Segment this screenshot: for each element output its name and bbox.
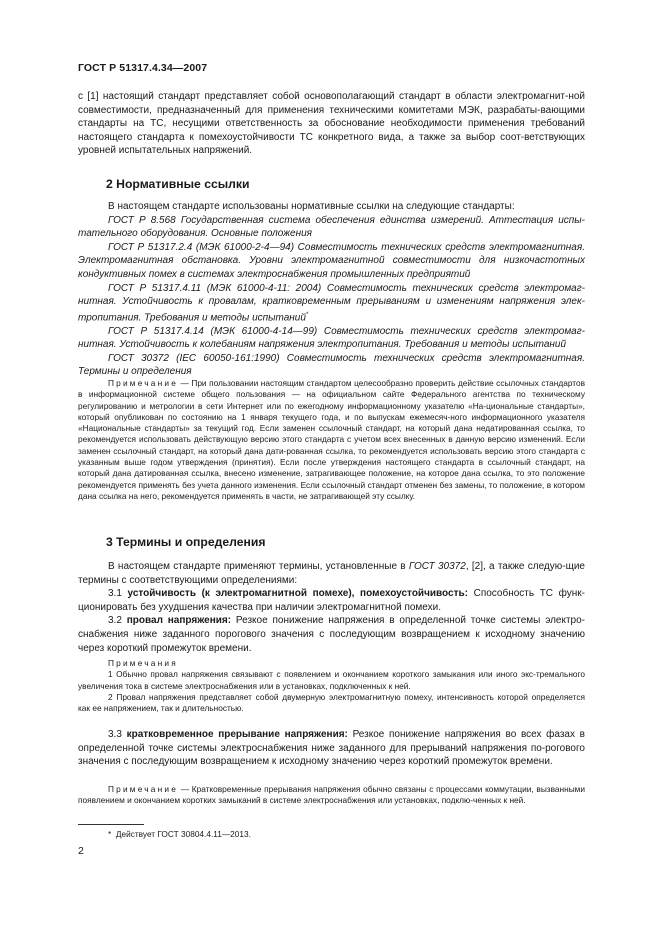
note-2: 2 Провал напряжения представляет собой двумерную электромагнитную помеху, интенсивность которой определяется как ее напряжением, так и длительностью. xyxy=(78,691,585,714)
section-2-heading: 2 Нормативные ссылки xyxy=(106,177,250,191)
section-2-note xyxy=(78,378,585,502)
section-3-lead: В настоящем стандарте применяют термины, установленные в ГОСТ 30372, [2], а также следую-щие термины с соответствующими определениями: xyxy=(78,561,585,586)
term-3-3-note xyxy=(78,784,585,807)
ref-item: ГОСТ Р 51317.4.14 (МЭК 61000-4-14—99) Совместимость технических средств электромаг-нитная. Устойчивость к колебаниям напряжения электропитания. Требования и методы испытаний xyxy=(78,325,585,351)
footnote-rule xyxy=(78,824,144,825)
note-text: — Кратковременные прерывания напряжения обычно связаны с процессами коммутации, вызванными появлением и окончанием коротких замыканий в системе электроснабжения или установках, подклю-ченных к ней. xyxy=(78,784,586,806)
footnote-text: Действует ГОСТ 30804.4.11—2013. xyxy=(115,829,251,839)
intro-paragraph: c [1] настоящий стандарт представляет собой основополагающий стандарт в области электромагнит-ной совместимости, предназначенный для применения техническими комитетами МЭК, разрабаты-вающими стандарты на ТС, несущими ответственность за обоснование необходимости применения требований настоящего стандарта к помехоустойчивости ТС конкретного вида, а также за выбор соот-ветствующих уровней испытательных напряжений. xyxy=(78,91,585,157)
term-3-1: 3.1 устойчивость (к электромагнитной помехе), помехоустойчивость: Способность ТС функ-ционировать без ухудшения качества при наличии электромагнитной помехи. xyxy=(78,588,585,613)
term-3-3: 3.3 кратковременное прерывание напряжения: Резкое понижение напряжения во всех фазах в определенной точке системы электроснабжения ниже заданного для прерываний напряжения по-рогового значения с последующим возвращением к исходному значению через короткий промежуток времени. xyxy=(78,729,585,768)
term-3-2: 3.2 провал напряжения: Резкое понижение напряжения в определенной точке системы электро-снабжения ниже заданного порогового значения с последующим возвращением к исходному значению через короткий промежуток времени. xyxy=(78,615,585,654)
footnote-mark: * xyxy=(108,829,112,839)
section-2-lead: В настоящем стандарте использованы нормативные ссылки на следующие стандарты: xyxy=(108,201,515,212)
running-header: ГОСТ Р 51317.4.34—2007 xyxy=(78,62,208,74)
intro-block xyxy=(78,90,585,158)
ref-item: ГОСТ Р 51317.4.11 (МЭК 61000-4-11: 2004) Совместимость технических средств электромаг-нитная. Устойчивость к провалам, кратковременным прерываниям и изменениям напряжения элек-тропитания. Требования и методы испытаний* xyxy=(78,282,585,324)
ref-item: ГОСТ Р 51317.2.4 (МЭК 61000-2-4—94) Совместимость технических средств электромагнитная. Электромагнитная обстановка. Уровни электромагнитной совместимости для низкочастотных кондуктивных помех в системах электроснабжения промышленных предприятий xyxy=(78,241,585,280)
notes-label: Примечания xyxy=(108,658,178,668)
ref-item: ГОСТ Р 8.568 Государственная система обеспечения единства измерений. Аттестация испы-тательного оборудования. Основные положения xyxy=(78,214,585,240)
note-label: Примечание xyxy=(108,784,179,794)
term-3-3-block xyxy=(78,728,585,769)
section-3-notes xyxy=(78,658,585,714)
page-number: 2 xyxy=(78,845,84,857)
footnote xyxy=(108,829,251,839)
note-label: Примечание xyxy=(108,378,179,388)
section-3-heading: 3 Термины и определения xyxy=(106,535,266,549)
ref-item: ГОСТ 30372 (IEC 60050-161:1990) Совместимость технических средств электромагнитная. Термины и определения xyxy=(78,352,585,378)
section-2-refs xyxy=(78,200,585,379)
note-1: 1 Обычно провал напряжения связывают с появлением и окончанием короткого замыкания или иного экс-тремального увеличения тока в системе электроснабжения или в установках, подключенных к ней. xyxy=(78,669,585,691)
section-3-body xyxy=(78,560,585,655)
note-text: — При пользовании настоящим стандартом целесообразно проверить действие ссылочных стандартов в информационной системе общего пользования — на официальном сайте Федерального агентства по техническому регулированию и метрологии в сети Интернет или по ежегодному информационному указателю «На-циональные стандарты», который опубликован по состоянию на 1 января текущего года, и по выпускам ежемесяч-ного информационного указателя «Национальные стандарты» за текущий год. Если заменен ссылочный стандарт, на который дана недатированная ссылка, то рекомендуется использовать действующую версию этого стандарта с учетом всех внесенных в данную версию изменений. Если заменен ссылочный стандарт, на который дана дати-рованная ссылка, то рекомендуется использовать версию этого стандарта с указанным выше годом утверждения (принятия). Если после утверждения настоящего стандарта в ссылочный стандарт, на который дана датированная ссылка, внесено изменение, затрагивающее положение, на которое дана ссылка, то это положение рекомендуется применять без учета данного изменения. Если ссылочный стандарт отменен без замены, то положение, в котором дана ссылка на него, рекомендуется применять в части, не затрагивающей эту ссылку. xyxy=(78,378,585,501)
